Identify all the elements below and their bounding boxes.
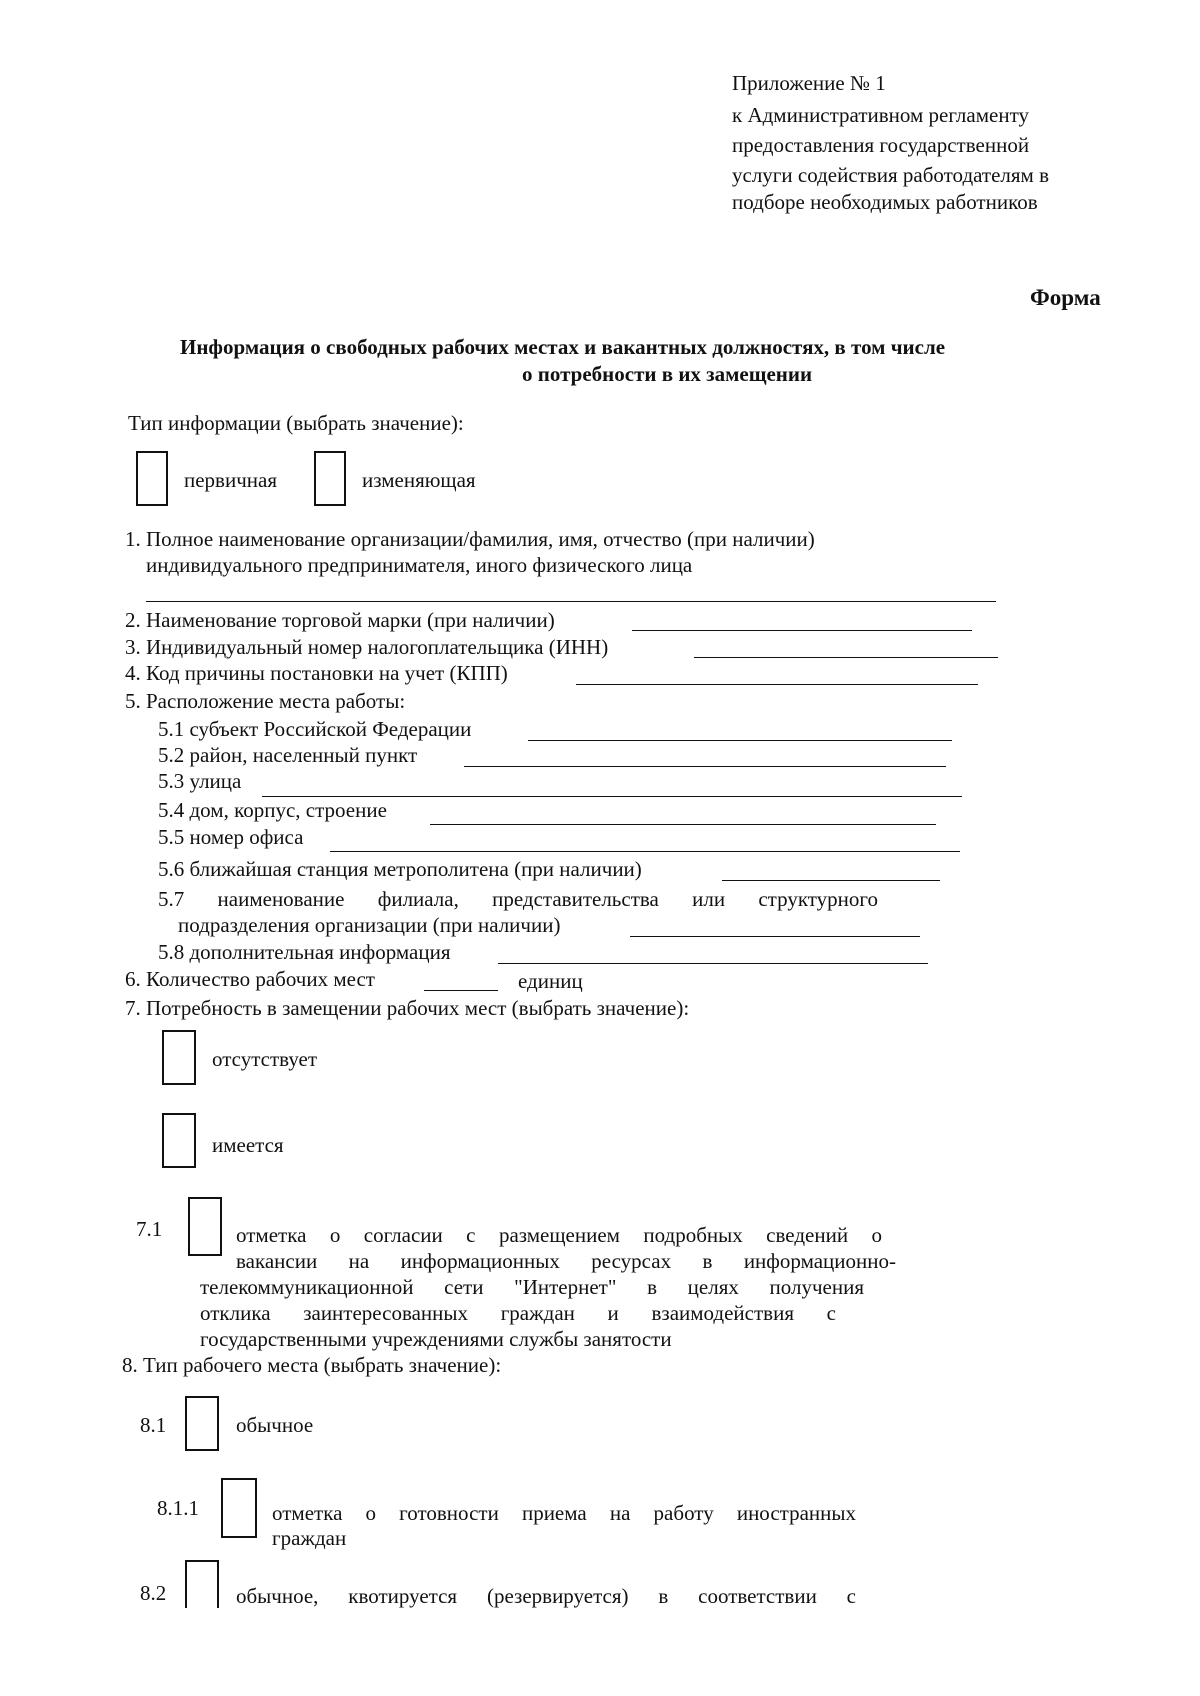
title-line-1: Информация о свободных рабочих местах и вакантных должностях, в том числе bbox=[180, 335, 946, 359]
field-5-2-label: 5.2 район, населенный пункт bbox=[158, 743, 418, 767]
field-5-6-line[interactable] bbox=[722, 880, 940, 881]
item-7-1-text-4-span: отклика заинтересованных граждан и взаимодействия с bbox=[200, 1301, 836, 1325]
item-8-1-number: 8.1 bbox=[140, 1413, 167, 1437]
item-7-1-text-5: государственными учреждениями службы занятости bbox=[200, 1327, 672, 1351]
absent-option-label: отсутствует bbox=[212, 1047, 318, 1071]
field-5-7-label-cont: подразделения организации (при наличии) bbox=[178, 913, 561, 937]
field-5-7-line[interactable] bbox=[630, 936, 920, 937]
field-5-5-label: 5.5 номер офиса bbox=[158, 825, 304, 849]
field-6-label: 6. Количество рабочих мест bbox=[125, 967, 375, 991]
field-5-1-line[interactable] bbox=[528, 740, 952, 741]
changing-option-label: изменяющая bbox=[362, 468, 476, 492]
field-5-7-label bbox=[158, 886, 878, 912]
item-8-1-1-text-1 bbox=[272, 1500, 856, 1526]
present-option-label: имеется bbox=[212, 1133, 284, 1157]
item-7-1-text-2-span: вакансии на информационных ресурсах в информационно- bbox=[236, 1249, 896, 1273]
item-8-2-number: 8.2 bbox=[140, 1581, 167, 1605]
item-8-1-1-number: 8.1.1 bbox=[157, 1496, 199, 1520]
field-2-line[interactable] bbox=[632, 630, 972, 631]
field-5-6-label: 5.6 ближайшая станция метрополитена (при наличии) bbox=[158, 857, 642, 881]
field-6-line[interactable] bbox=[424, 990, 498, 991]
appendix-line-5: подборе необходимых работников bbox=[732, 190, 1038, 214]
item-8-1-1-text-2: граждан bbox=[272, 1526, 347, 1550]
field-5-4-line[interactable] bbox=[430, 824, 936, 825]
absent-checkbox[interactable] bbox=[162, 1030, 196, 1085]
present-checkbox[interactable] bbox=[162, 1113, 196, 1168]
appendix-line-4: услуги содействия работодателям в bbox=[732, 163, 1049, 187]
form-label: Форма bbox=[1030, 285, 1101, 310]
field-4-label: 4. Код причины постановки на учет (КПП) bbox=[125, 661, 508, 685]
primary-option-label: первичная bbox=[184, 468, 277, 492]
field-6-unit: единиц bbox=[518, 969, 583, 993]
item-8-2-text bbox=[236, 1583, 856, 1609]
field-1-line[interactable] bbox=[146, 601, 996, 602]
info-type-label: Тип информации (выбрать значение): bbox=[128, 411, 464, 435]
field-5-label: 5. Расположение места работы: bbox=[125, 689, 406, 713]
primary-checkbox[interactable] bbox=[136, 451, 168, 506]
field-5-3-label: 5.3 улица bbox=[158, 769, 242, 793]
item-8-1-1-text-1-span: отметка о готовности приема на работу иностранных bbox=[272, 1501, 856, 1525]
item-7-1-text-3 bbox=[200, 1274, 864, 1300]
consent-checkbox[interactable] bbox=[188, 1197, 222, 1256]
field-5-8-label: 5.8 дополнительная информация bbox=[158, 940, 451, 964]
quota-checkbox[interactable] bbox=[185, 1560, 219, 1608]
field-2-label: 2. Наименование торговой марки (при наличии) bbox=[125, 608, 555, 632]
field-3-label: 3. Индивидуальный номер налогоплательщика (ИНН) bbox=[125, 635, 609, 659]
item-7-1-text-3-span: телекоммуникационной сети "Интернет" в целях получения bbox=[200, 1275, 864, 1299]
appendix-line-2: к Административном регламенту bbox=[732, 103, 1029, 127]
item-7-1-text-1 bbox=[236, 1222, 882, 1248]
item-7-1-text-4 bbox=[200, 1300, 836, 1326]
item-7-1-text-2 bbox=[236, 1248, 896, 1274]
field-5-1-label: 5.1 субъект Российской Федерации bbox=[158, 717, 472, 741]
field-5-8-line[interactable] bbox=[498, 963, 928, 964]
field-3-line[interactable] bbox=[694, 657, 998, 658]
changing-checkbox[interactable] bbox=[314, 451, 346, 506]
ordinary-checkbox[interactable] bbox=[185, 1396, 219, 1451]
foreign-citizens-checkbox[interactable] bbox=[221, 1478, 257, 1538]
field-4-line[interactable] bbox=[576, 684, 978, 685]
field-5-4-label: 5.4 дом, корпус, строение bbox=[158, 798, 387, 822]
item-7-1-number: 7.1 bbox=[136, 1217, 163, 1241]
field-1-label: 1. Полное наименование организации/фамилия, имя, отчество (при наличии) bbox=[125, 527, 815, 551]
workplace-type-label: 8. Тип рабочего места (выбрать значение): bbox=[122, 1353, 502, 1377]
field-1-label-cont: индивидуального предпринимателя, иного физического лица bbox=[146, 553, 693, 577]
need-label: 7. Потребность в замещении рабочих мест (выбрать значение): bbox=[125, 996, 690, 1020]
appendix-line-3: предоставления государственной bbox=[732, 133, 1030, 157]
field-5-5-line[interactable] bbox=[330, 851, 960, 852]
item-7-1-text-1-span: отметка о согласии с размещением подробных сведений о bbox=[236, 1223, 882, 1247]
item-8-1-text: обычное bbox=[236, 1413, 314, 1437]
appendix-line-1: Приложение № 1 bbox=[732, 71, 886, 95]
title-line-2: о потребности в их замещении bbox=[522, 362, 813, 386]
field-5-7-text: 5.7 наименование филиала, представительства или структурного bbox=[158, 887, 878, 911]
field-5-2-line[interactable] bbox=[464, 766, 946, 767]
item-8-2-text-span: обычное, квотируется (резервируется) в соответствии с bbox=[236, 1584, 856, 1608]
